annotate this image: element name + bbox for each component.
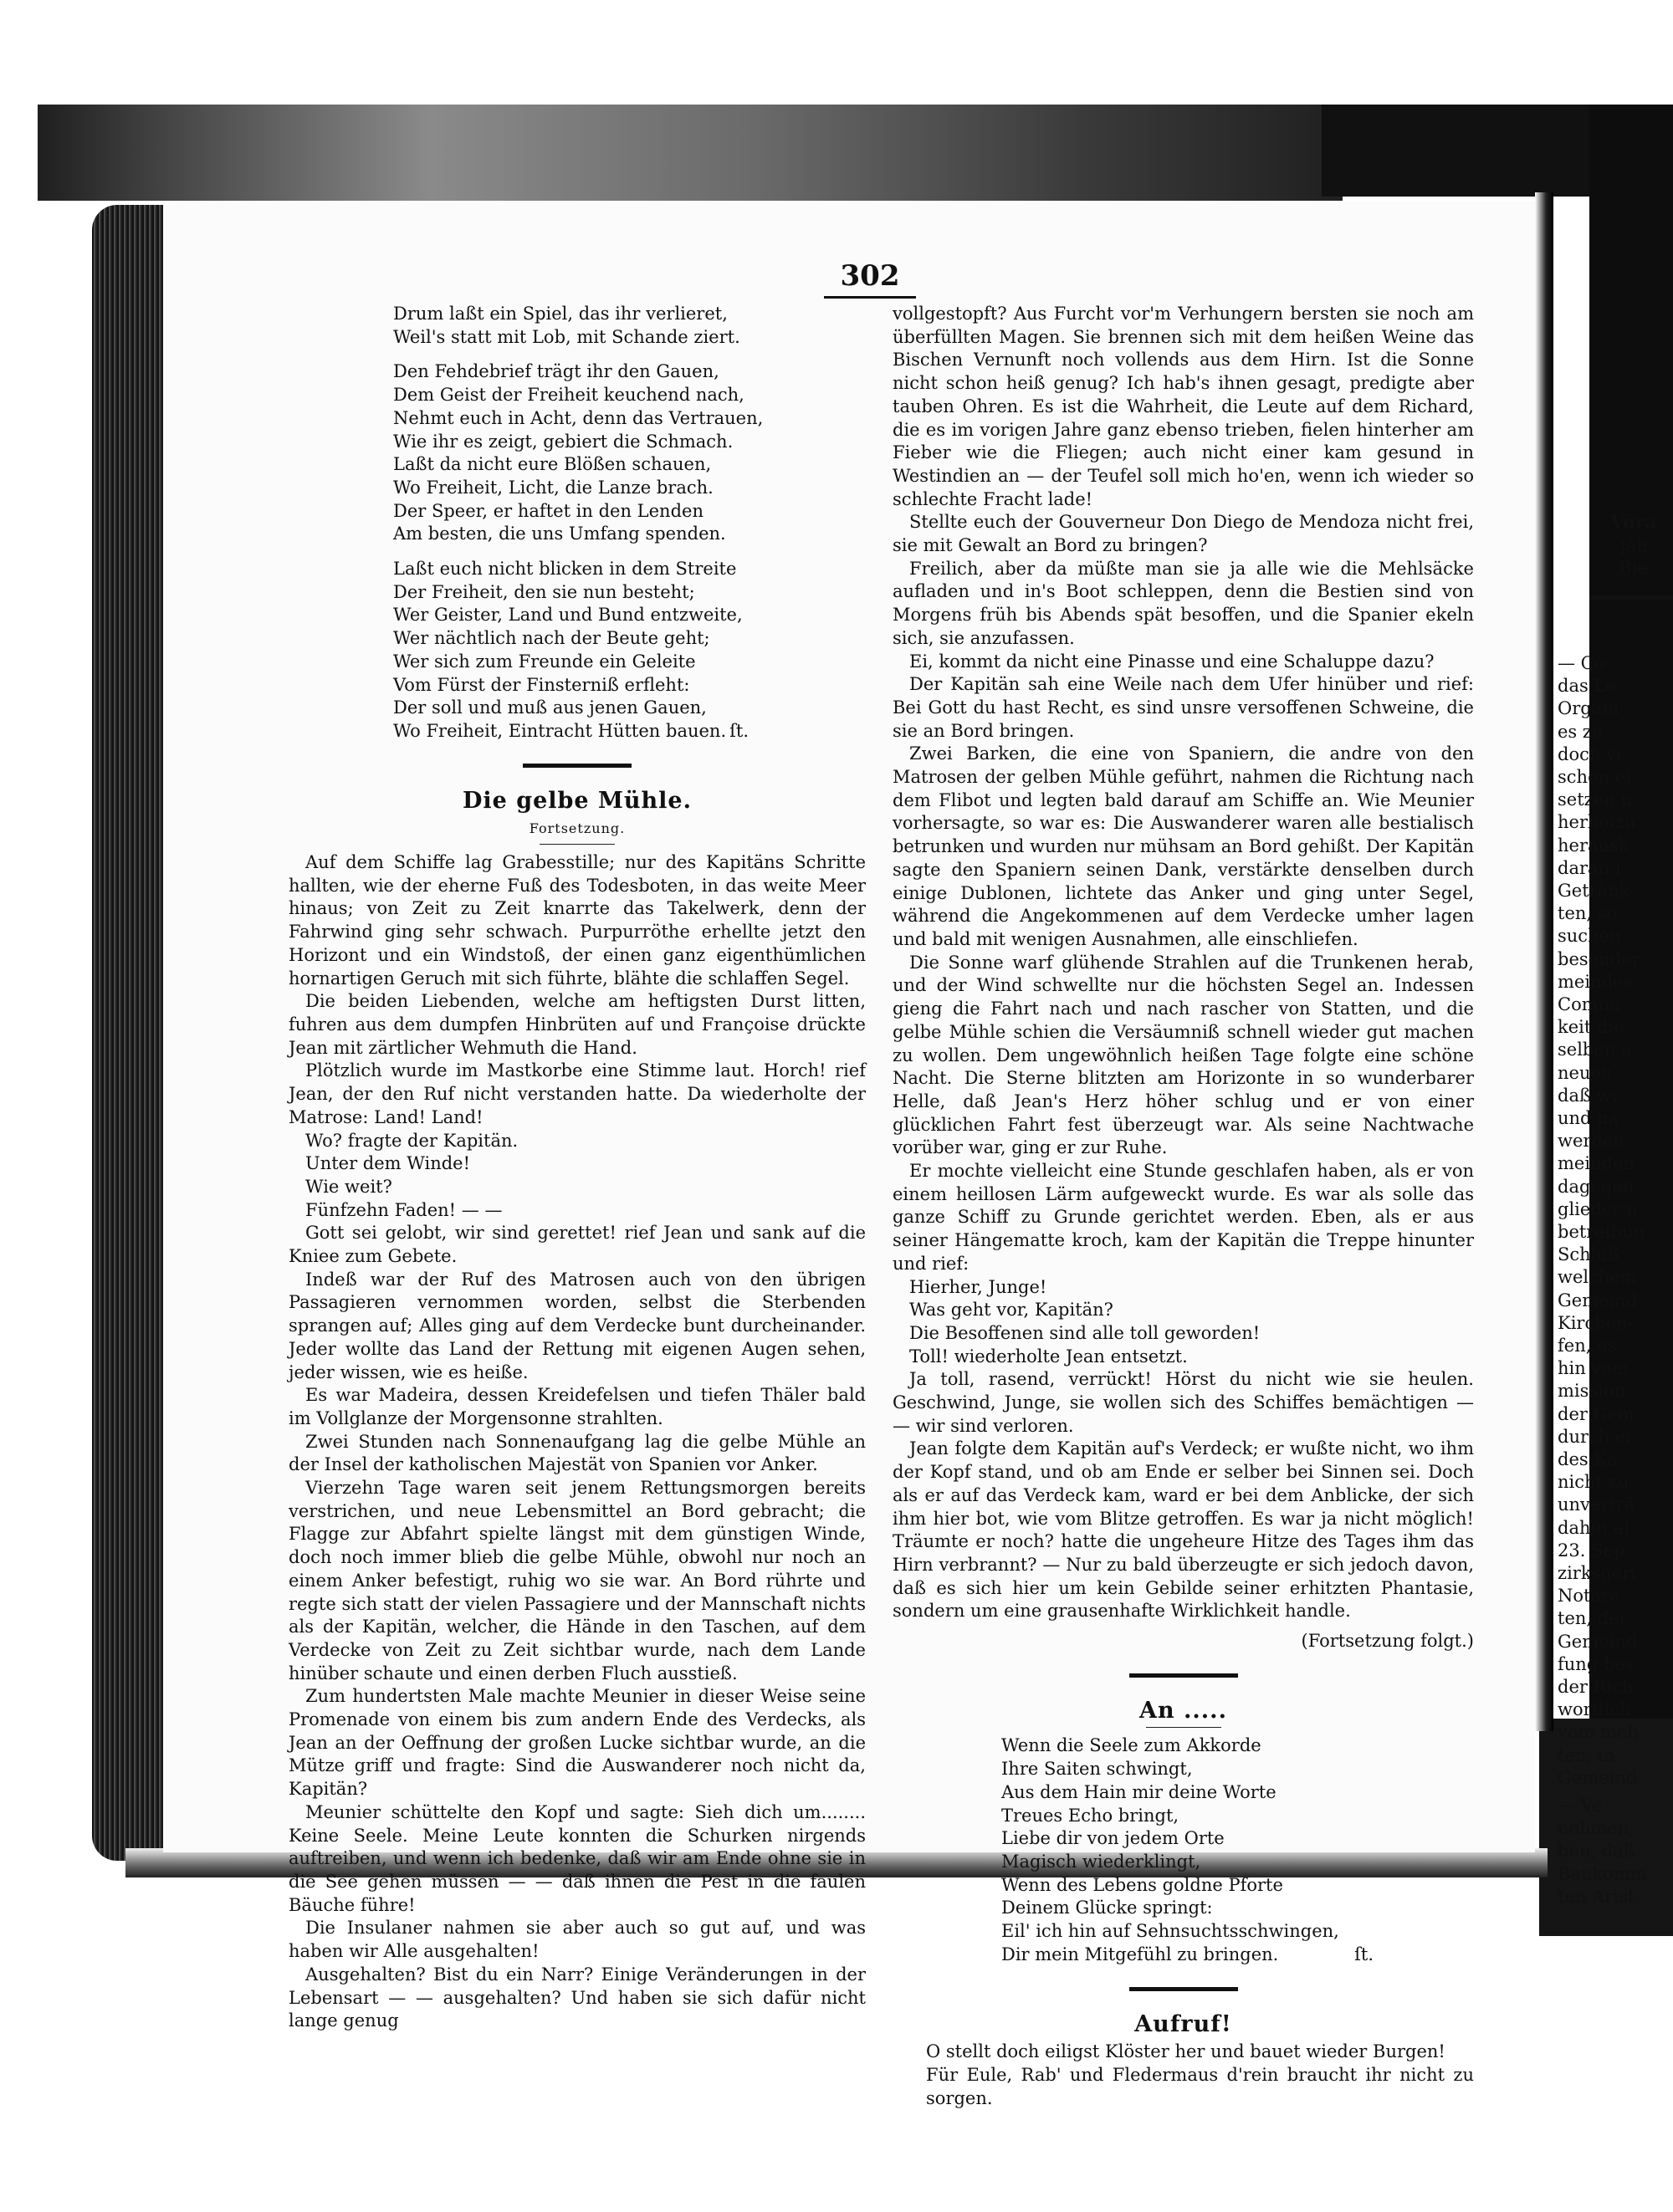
neighbor-fragment-line: Schluß	[1558, 1244, 1619, 1265]
section-divider	[1129, 1673, 1238, 1678]
neighbor-fragment-line: — Co	[1558, 653, 1605, 673]
neighbor-fragment-line: glieder n	[1558, 1198, 1638, 1219]
neighbor-fragment-line: setzen n	[1558, 789, 1632, 810]
paragraph: Auf dem Schiffe lag Grabesstille; nur des Kapitäns Schritte hallten, wie der eherne Fuß des Todesboten, in das weite Meer hinaus; von Zeit zu Zeit knarrte das Takelwerk, denn der Fahrwind ging sehr schwach. Purpurröthe erhellte jetzt den Horizont und ein Windstoß, der einen ganz eigenthümlichen hornartigen Geruch mit sich führte, blähte die schlaffen Segel.	[289, 852, 866, 989]
paragraph: Stellte euch der Gouverneur Don Diego de Mendoza nicht frei, sie mit Gewalt an Bord zu bringen?	[893, 512, 1474, 556]
neighbor-fragment-line: ten Arist	[1558, 1886, 1635, 1907]
paragraph: Zwei Barken, die eine von Spaniern, die andre von den Matrosen der gelben Mühle geführt, nahmen die Richtung nach dem Flibot und legten bald darauf am Schiffe an. Wie Meunier vorhersagte, so war es: Die Auswanderer waren alle bestialisch betrunken und wurden nur mühsam an Bord gehißt. Der Kapitän sagte den Spaniern seinen Dank, verstärkte denselben durch einige Dublonen, lichtete das Anker und ging unter Segel, während die Angekommenen auf dem Verdecke umher lagen und bald mit wenigen Ausnahmen, alle einschliefen.	[893, 743, 1474, 949]
neighbor-fragment-line: daß wi	[1558, 1085, 1618, 1106]
paragraph: Die beiden Liebenden, welche am heftigsten Durst litten, fuhren aus dem dumpfen Hinbrüten auf und Françoise drückte Jean mit zärtlicher Wehmuth die Hand.	[289, 991, 866, 1058]
poem-line: Liebe dir von jedem Orte	[1001, 1828, 1225, 1849]
neighbor-fragment-line: der Rich	[1558, 1677, 1634, 1697]
neighbor-fragment-line: dahin al	[1558, 1517, 1630, 1538]
story-subtitle: Fortsetzung.	[529, 820, 626, 837]
neighbor-fragment-line: 23. Sep	[1558, 1540, 1625, 1561]
paragraph: Fünfzehn Faden! — —	[305, 1199, 503, 1220]
poem-line: Der Speer, er haftet in den Lenden	[393, 500, 703, 521]
poem-line: Wie ihr es zeigt, gebiert die Schmach.	[393, 431, 734, 452]
paragraph: Wo? fragte der Kapitän.	[305, 1130, 519, 1151]
neighbor-fragment-line: hin vom	[1558, 1358, 1629, 1379]
neighbor-fragment-line: welchem	[1558, 1267, 1637, 1288]
neighbor-fragment-line: nicht zu	[1558, 1472, 1630, 1493]
neighbor-fragment-line: meinden	[1558, 1153, 1635, 1174]
neighbor-fragment-line: meindes	[1558, 971, 1633, 992]
neighbor-fragment-line: schon ei	[1558, 767, 1632, 787]
neighbor-fragment-line: suchen	[1558, 926, 1621, 947]
right-column	[893, 303, 1474, 2110]
paragraph: Indeß war der Ruf des Matrosen auch von den übrigen Passagieren vernommen worden, selbst die Sterbenden sprangen auf; Alles ging auf dem Verdecke bunt durcheinander. Jeder wollte das Land der Rettung mit eigenen Augen sehen, jeder wissen, wie es heiße.	[289, 1269, 866, 1382]
neighbor-fragment-line: des Ka	[1558, 1449, 1618, 1469]
section-divider	[1129, 1987, 1238, 1991]
poem-line-with-signature	[393, 720, 866, 743]
neighbor-fragment-line: das Le	[1558, 676, 1616, 697]
poem-line: Ihre Saiten schwingt,	[1001, 1759, 1193, 1780]
poem-line: Dir mein Mitgefühl zu bringen.	[1001, 1944, 1279, 1964]
neighbor-fragment-line: vom meh	[1558, 1722, 1639, 1743]
neighbor-fragment-line: fen, es	[1558, 1336, 1617, 1356]
neighbor-fragment-line: Gemeind	[1558, 1767, 1638, 1788]
paragraph: Die Besoffenen sind alle toll geworden!	[909, 1322, 1261, 1343]
paragraph: Der Kapitän sah eine Weile nach dem Ufer hinüber und rief: Bei Gott du hast Recht, es sind unsre versoffenen Schweine, die sie an Bord bringen.	[893, 674, 1474, 741]
neighbor-fragment-line: Jäh	[1619, 536, 1648, 556]
poem-line: Aus dem Hain mir deine Worte	[1001, 1781, 1276, 1802]
neighbor-fragment-line: fung bes	[1558, 1653, 1635, 1674]
book-gutter	[1535, 192, 1553, 1731]
poem-signature: ſt.	[729, 720, 749, 741]
left-column	[289, 303, 866, 2033]
paragraph: Die Sonne warf glühende Strahlen auf die Trunkenen herab, und der Wind schwellte nur die höchsten Segel an. Indessen gieng die Fahrt nach und nach rascher von Statten, und die gelbe Mühle schien die Versäumniß schnell wieder gut machen zu wollen. Dem ungewöhnlich heißen Tage folgte eine schöne Nacht. Die Sterne blitzten am Horizonte in so wunderbarer Helle, daß Jean's Herz höher schlug und er von einer glücklichen Fahrt fest überzeugt war. Als seine Nachtwache vorüber war, ging er zur Ruhe.	[893, 952, 1474, 1158]
neighbor-fragment-line: nehmen,	[1558, 1818, 1635, 1839]
paragraph: Zum hundertsten Male machte Meunier in dieser Weise seine Promenade von einem bis zum andern Ende des Verdecks, als Jean an der Oeffnung der großen Lucke sichtbar wurde, an die Mütze griff und fragte: Sind die Auswanderer noch nicht da, Kapitän?	[289, 1686, 866, 1800]
poem-line: Eil' ich hin auf Sehnsuchtsschwingen,	[1001, 1921, 1339, 1942]
poem-signature: ſt.	[1354, 1944, 1374, 1964]
neighbor-fragment-line: dagegen	[1558, 1176, 1635, 1197]
paragraph: Hierher, Junge!	[909, 1276, 1047, 1297]
poem-stanza	[393, 558, 866, 743]
paragraph: Unter dem Winde!	[305, 1153, 471, 1174]
poem-line: Magisch wiederklingt,	[1001, 1852, 1201, 1872]
poem-verse	[289, 303, 866, 743]
neighbor-fragment-line: herbeizu	[1558, 812, 1636, 833]
poem-line-with-signature	[1001, 1944, 1474, 1967]
poem-line: Wer Geister, Land und Bund entzweite,	[393, 605, 743, 626]
poem-line: Laßt euch nicht blicken in dem Streite	[393, 559, 737, 580]
section-divider	[523, 764, 632, 768]
neighbor-fragment-line: es zu	[1558, 721, 1604, 742]
poem-line: Deinem Glücke springt:	[1001, 1898, 1213, 1918]
poem-line: Am besten, die uns Umfang spenden.	[393, 524, 726, 544]
neighbor-fragment-line: besonder	[1558, 948, 1640, 969]
neighbor-fragment-line: zirksgeri	[1558, 1563, 1636, 1583]
book-page-edges	[92, 205, 167, 1861]
neighbor-fragment-line: betreibun	[1558, 1222, 1645, 1242]
paragraph: Ausgehalten? Bist du ein Narr? Einige Veränderungen in der Lebensart — — ausgehalten? Und haben sie sich dafür nicht lange genug	[289, 1964, 866, 2031]
poem-line: Weil's statt mit Lob, mit Schande ziert.	[393, 326, 740, 347]
paragraph: Vierzehn Tage waren seit jenem Rettungsmorgen bereits verstrichen, und neue Lebensmittel an Bord gebracht; die Flagge zur Abfahrt spielte längst mit dem günstigen Winde, doch noch immer blieb die gelbe Mühle, obwohl nur noch an einem Anker befestigt, ruhig wo sie war. An Bord rührte und regte sich statt der vielen Passagiere und der Mannschaft nichts als der Kapitän, welcher, die Hände in den Taschen, auf dem Verdecke von Zeit zu Zeit sichtbar wurde, nach dem Lande hinüber schaute und einen derben Fluch ausstieß.	[289, 1478, 866, 1683]
neighbor-fragment-line: Commi	[1558, 994, 1621, 1014]
paragraph: Jean folgte dem Kapitän auf's Verdeck; er wußte nicht, wo ihm der Kopf stand, und ob am Ende er selber bei Sinnen sei. Doch als er auf das Verdeck kam, ward er bei dem Anblicke, der sich ihm hier bot, wie vom Blitze getroffen. Es war ja nicht möglich! Träumte er noch? hatte die ungeheure Hitze des Tages ihm das Hirn verbrannt? — Nur zu bald überzeugte er sich jedoch davon, daß es sich hier um kein Gebilde seiner erhitzten Phantasie, sondern um eine grausenhafte Wirklichkeit handle.	[893, 1438, 1474, 1622]
paragraph: Die Insulaner nahmen sie aber auch so gut auf, und was haben wir Alle ausgehalten!	[289, 1918, 866, 1962]
poem-line: Dem Geist der Freiheit keuchend nach,	[393, 385, 744, 406]
neighbor-fragment-line: Getränk	[1558, 881, 1630, 901]
poem-line: Nehmt euch in Acht, denn das Vertrauen,	[393, 407, 764, 428]
neighbor-fragment-line: Bie	[1619, 558, 1648, 578]
poem-line: Laßt da nicht eure Blößen schauen,	[393, 454, 712, 475]
title-rule	[1146, 1727, 1221, 1728]
paragraph: Was geht vor, Kapitän?	[909, 1300, 1113, 1321]
neighbor-fragment-line: ten, in	[1558, 1745, 1614, 1765]
paragraph: Er mochte vielleicht eine Stunde geschlafen haben, als er von einem heillosen Lärm aufgeweckt wurde. Es war als solle das ganze Schiff zu Grunde gerichtet werden. Eben, als er aus seiner Hängematte kroch, kam der Kapitän die Treppe hinunter und rief:	[893, 1161, 1474, 1274]
neighbor-fragment-line: keit die	[1558, 1017, 1624, 1038]
neighbor-fragment-line: mission	[1558, 1381, 1626, 1402]
neighbor-page-rule	[1589, 595, 1673, 600]
paragraph: Freilich, aber da müßte man sie ja alle wie die Mehlsäcke aufladen und in's Boot schleppen, denn die Bestien sind von Morgens früh bis Abends spät besoffen, und die Spanier ekeln sich, sie anzufassen.	[893, 558, 1474, 648]
poem-line: Wenn die Seele zum Akkorde	[1001, 1735, 1261, 1756]
paragraph: Zwei Stunden nach Sonnenaufgang lag die gelbe Mühle an der Insel der katholischen Majestät von Spanien vor Anker.	[289, 1431, 866, 1475]
poem-line: Wo Freiheit, Licht, die Lanze brach.	[393, 477, 714, 498]
paragraph: Ei, kommt da nicht eine Pinasse und eine Schaluppe dazu?	[909, 651, 1435, 672]
poem-verse	[893, 1734, 1474, 1966]
aufruf-line: Für Eule, Rab' und Fledermaus d'rein braucht ihr nicht zu sorgen.	[926, 2064, 1474, 2108]
neighbor-fragment-line: werden	[1558, 1131, 1624, 1152]
continuation-note: (Fortsetzung folgt.)	[1301, 1631, 1474, 1652]
neighbor-fragment-line: Notare	[1558, 1586, 1620, 1607]
paragraph: Wie weit?	[305, 1176, 392, 1197]
paragraph: Toll! wiederholte Jean entsetzt.	[909, 1346, 1188, 1367]
poem-title: An .....	[1139, 1697, 1227, 1724]
paragraph: vollgestopft? Aus Furcht vor'm Verhungern bersten sie noch am überfüllten Magen. Sie brennen sich mit dem heißen Weine das Bischen Vernunft noch vollends aus dem Hirn. Ist die Sonne nicht schon heiß genug? Ich hab's ihnen gesagt, predigte aber tauben Ohren. Es ist die Wahrheit, die Leute auf dem Richard, die es im vorigen Jahre ganz ebenso trieben, fielen hinterher am Fieber wie die Fliegen; auch nicht einer kam gesund in Westindien an — der Teufel soll mich ho'en, wenn ich wieder so schlechte Fracht lade!	[893, 304, 1474, 509]
neighbor-fragment-line: neuen	[1558, 1062, 1613, 1083]
aufruf-title: Aufruf!	[1134, 2010, 1232, 2037]
neighbor-fragment-line: — Ve	[1558, 1796, 1603, 1816]
neighbor-fragment-line: doch vi	[1558, 743, 1622, 764]
aufruf-line: O stellt doch eiligst Klöster her und bauet wieder Burgen!	[926, 2041, 1445, 2062]
paragraph: Meunier schüttelte den Kopf und sagte: Sieh dich um........ Keine Seele. Meine Leute konnten die Schurken nirgends auftreiben, und wenn ich bedenke, daß wir am Ende ohne sie in die See gehen müssen — — daß ihnen die Pest in die faulen Bäuche führe!	[289, 1801, 866, 1915]
poem-line: Vom Fürst der Finsterniß erfleht:	[393, 674, 690, 695]
neighbor-fragment-line: ten, der	[1558, 1608, 1628, 1629]
neighbor-fragment-line: Baukomm	[1558, 1863, 1647, 1884]
poem-line: Wer nächtlich nach der Beute geht;	[393, 628, 710, 649]
neighbor-fragment-line: herausk	[1558, 835, 1630, 856]
neighbor-fragment-line: unverträ	[1558, 1494, 1635, 1515]
paragraph: Gott sei gelobt, wir sind gerettet! rief Jean und sank auf die Kniee zum Gebete.	[289, 1223, 866, 1267]
neighbor-fragment-line: Vora	[1610, 512, 1657, 534]
poem-line: Treues Echo bringt,	[1001, 1805, 1179, 1826]
paragraph: Ja toll, rasend, verrückt! Hörst du nicht wie sie heulen. Geschwind, Junge, sie wollen sich des Schiffes bemächtigen — — wir sind verloren.	[893, 1369, 1474, 1436]
poem-stanza	[393, 360, 866, 546]
poem-stanza	[393, 303, 866, 349]
subtitle-rule	[540, 844, 615, 845]
neighbor-fragment-line: durch ei	[1558, 1426, 1632, 1447]
paragraph: Es war Madeira, dessen Kreidefelsen und tiefen Thäler bald im Vollglanze der Morgensonne strahlten.	[289, 1385, 866, 1428]
neighbor-fragment-line: Gemeind	[1558, 1290, 1638, 1310]
poem-line: Drum laßt ein Spiel, das ihr verlieret,	[393, 304, 728, 324]
poem-line: Wer sich zum Freunde ein Geleite	[393, 651, 696, 672]
poem-line: Den Fehdebrief trägt ihr den Gauen,	[393, 361, 719, 382]
paragraph: Plötzlich wurde im Mastkorbe eine Stimme laut. Horch! rief Jean, der den Ruf nicht verstanden hatte. Da wiederholte der Matrose: Land! Land!	[289, 1060, 866, 1127]
neighbor-fragment-line: ben, daß	[1558, 1841, 1635, 1862]
neighbor-fragment-line: wortlich	[1558, 1699, 1631, 1720]
neighbor-fragment-line: ten, so	[1558, 903, 1618, 924]
page-number: 302	[824, 259, 916, 299]
neighbor-fragment-line: selben a	[1558, 1040, 1632, 1060]
scan-background-top	[38, 105, 1343, 201]
neighbor-fragment-line: daran i	[1558, 857, 1621, 878]
story-title: Die gelbe Mühle.	[462, 787, 692, 814]
poem-line: Wenn des Lebens goldne Pforte	[1001, 1874, 1283, 1895]
neighbor-fragment-line: Organi	[1558, 698, 1619, 719]
neighbor-fragment-line: Gemeind	[1558, 1631, 1638, 1652]
neighbor-fragment-line: der Gem	[1558, 1403, 1635, 1424]
poem-line: Wo Freiheit, Eintracht Hütten bauen.	[393, 720, 727, 741]
poem-line: Der soll und muß aus jenen Gauen,	[393, 697, 707, 718]
neighbor-fragment-line: Kirchen-	[1558, 1312, 1634, 1333]
aufruf-text	[893, 2041, 1474, 2110]
neighbor-fragment-line: und na	[1558, 1108, 1619, 1128]
poem-line: Der Freiheit, den sie nun besteht;	[393, 581, 695, 602]
